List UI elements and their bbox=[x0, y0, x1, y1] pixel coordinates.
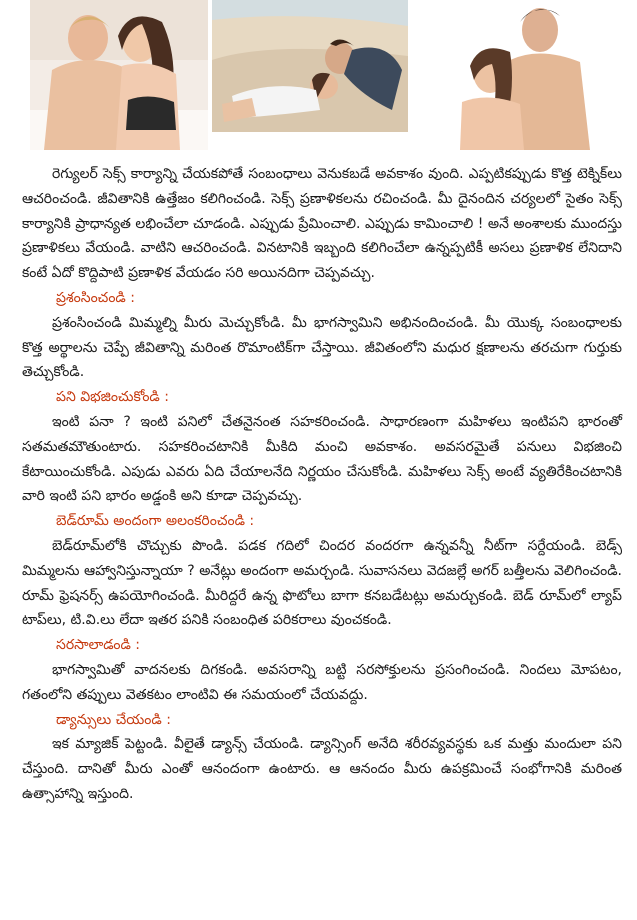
intro-paragraph: రెగ్యులర్ సెక్స్ కార్యాన్ని చేయకపోతే సంబంధాలు వెనుకబడే అవకాశం వుంది. ఎప్పటికప్పుడు కొత్త టెక్నిక్‌లు ఆచరించండి. జీవితానికి ఉత్తేజం కలిగించండి. సెక్స్ ప్రణాళికలను రచించండి. మీ దైనందిన చర్యలలో సైతం సెక్స్ కార్యానికి ప్రాధాన్యత లభించేలా చూడండి. ఎప్పుడు ప్రేమించాలి. ఎప్పుడు కామించాలి ! అనే అంశాలకు ముందస్తు ప్రణాళికలు వేయండి. వాటిని ఆచరించండి. వినటానికి ఇబ్బంది కలిగించేలా ఉన్నప్పటికీ అసలు ప్రణాళిక లేనిదాని కంటే ఏదో కొద్దిపాటి ప్రణాళిక వేయడం సరి అయినదిగా చెప్పవచ్చు. bbox=[22, 166, 622, 282]
section-body-praise: ప్రశంసించండి మిమ్మల్ని మీరు మెచ్చుకోండి. మీ భాగస్వామిని అభినందించండి. మీ యొక్క సంబంధాలకు కొత్త అర్థాలను చెప్పే జీవితాన్ని మరింత రొమాంటిక్‌గా చేస్తాయి. జీవితంలోని మధుర క్షణాలను తరచుగా గుర్తుకు తెచ్చుకోండి. bbox=[22, 314, 622, 381]
article bbox=[22, 162, 622, 807]
section-heading-praise: ప్రశంసించండి : bbox=[56, 289, 135, 306]
section-heading-dance: డ్యాన్సులు చేయండి : bbox=[56, 711, 171, 728]
section-body-dance: ఇక మ్యాజిక్ పెట్టండి. వీలైతే డ్యాన్స్ చేయండి. డ్యాన్సింగ్ అనేది శరీరవ్యవస్థకు ఒక మత్తు మందులా పని చేస్తుంది. దానితో మీరు ఎంతో ఆనందంగా ఉంటారు. ఆ ఆనందం మీరు ఉపక్రమించే సంభోగానికి మరింత ఉత్సాహాన్ని ఇస్తుంది. bbox=[22, 736, 622, 802]
couple-photo-embrace bbox=[440, 0, 616, 150]
section-heading-decorate-bedroom: బెడ్‌రూమ్ అందంగా అలంకరించండి : bbox=[56, 513, 255, 530]
section-heading-flirt: సరసాలాడండి : bbox=[56, 637, 140, 654]
section-heading-share-chores: పని విభజించుకోండి : bbox=[56, 389, 169, 406]
photo-row bbox=[0, 0, 637, 150]
couple-photo-bed bbox=[30, 0, 208, 150]
couple-photo-beach bbox=[212, 0, 408, 132]
section-body-flirt: భాగస్వామితో వాదనలకు దిగకండి. అవసరాన్ని బట్టి సరసోక్తులను ప్రసంగించండి. నిందలు మోపటం, గతంలోని తప్పులు వెతకటం లాంటివి ఈ సమయంలో చేయవద్దు. bbox=[22, 661, 622, 703]
section-body-share-chores: ఇంటి పనా ? ఇంటి పనిలో చేతనైనంత సహకరించండి. సాధారణంగా మహిళలు ఇంటిపని భారంతో సతమతమౌతుంటారు. సహకరించటానికి మీకిది మంచి అవకాశం. అవసరమైతే పనులు విభజించి కేటాయించుకోండి. ఎపుడు ఎవరు ఏది చేయాలనేది నిర్ణయం చేసుకోండి. మహిళలు సెక్స్ అంటే వ్యతిరేకించటానికి వారి ఇంటి పని భారం అడ్డంకి అని కూడా చెప్పవచ్చు. bbox=[22, 413, 622, 505]
section-body-decorate-bedroom: బెడ్‌రూమ్‌లోకి చొచ్చుకు పొండి. పడక గదిలో చిందర వందరగా ఉన్నవన్నీ నీట్‌గా సర్దేయండి. బెడ్స్ మిమ్మలను ఆహ్వానిస్తున్నాయా ? అనేట్లు అందంగా అమర్చండి. సువాసనలు వెదజల్లే అగర్ బత్తీలను వెలిగించండి. రూమ్ ఫ్రెషనర్స్ ఉపయోగించండి. మీరిద్దరే ఉన్న ఫొటోలు బాగా కనబడేటట్లు అమర్చుకండి. బెడ్ రూమ్‌లో ల్యాప్ టాప్‌లు, టి.వి.లు లేదా ఇతర పనికి సంబంధిత పరికరాలు వుంచకండి. bbox=[22, 537, 622, 629]
